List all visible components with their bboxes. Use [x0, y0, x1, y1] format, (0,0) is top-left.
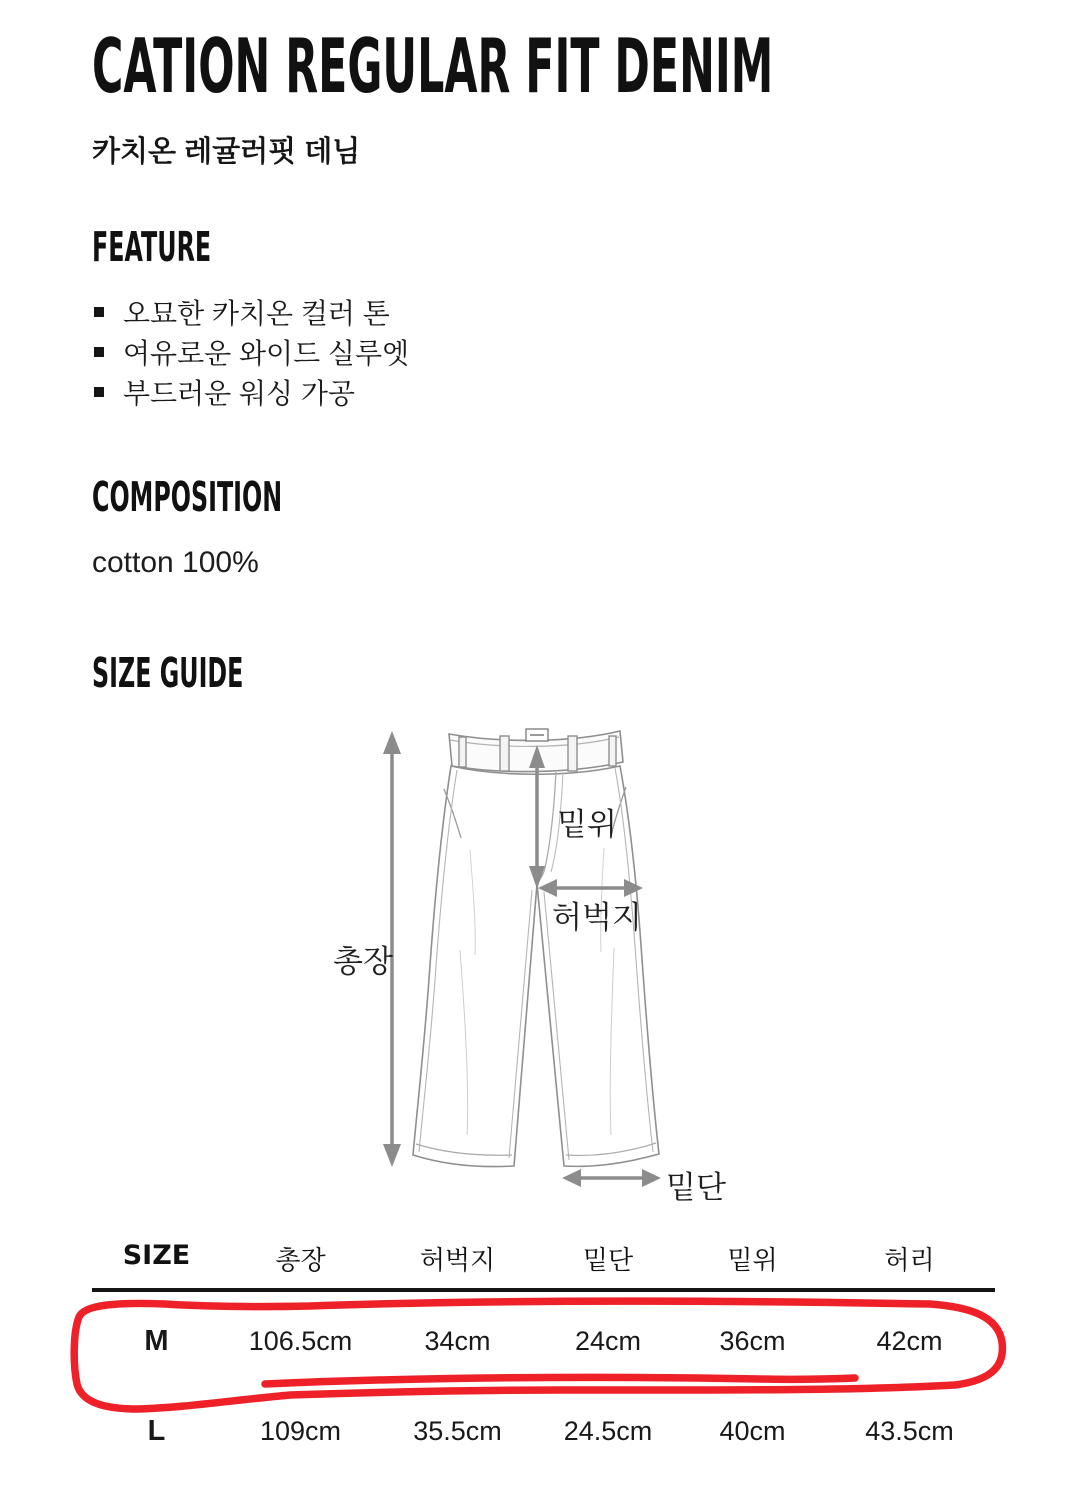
- feature-item-text: 오묘한 카치온 컬러 톤: [123, 298, 390, 329]
- diagram-label-rise: 밑위: [557, 807, 617, 842]
- column-header-waist: 허리: [884, 1245, 935, 1275]
- waistband-tag: [526, 729, 548, 741]
- table-row-size-m: [92, 1292, 995, 1390]
- list-item: [94, 372, 409, 412]
- size-table-header: [92, 1232, 995, 1292]
- cell-hem: 24.5cm: [563, 1415, 653, 1446]
- column-header-size: SIZE: [122, 1240, 191, 1271]
- cell-hem: 24cm: [574, 1325, 642, 1356]
- cell-rise: 40cm: [719, 1415, 786, 1446]
- size-guide-section-heading: SIZE GUIDE: [92, 649, 244, 697]
- diagram-label-total-length: 총장: [333, 944, 393, 979]
- feature-item-text: 부드러운 워싱 가공: [123, 378, 355, 409]
- cell-rise: 36cm: [719, 1325, 786, 1356]
- cell-total-length: 109cm: [259, 1415, 342, 1446]
- size-label: M: [144, 1324, 169, 1357]
- feature-item-text: 여유로운 와이드 실루엣: [123, 338, 410, 369]
- product-subtitle-korean: 카치온 레귤러핏 데님: [92, 136, 361, 168]
- cell-total-length: 106.5cm: [248, 1325, 353, 1356]
- diagram-label-hem: 밑단: [666, 1170, 726, 1205]
- table-row-size-l: [92, 1390, 995, 1472]
- hem-arrow: [562, 1169, 661, 1187]
- cell-waist: 43.5cm: [865, 1415, 954, 1446]
- feature-section-heading: FEATURE: [92, 223, 212, 271]
- diagram-label-thigh: 허벅지: [552, 900, 642, 935]
- cell-waist: 42cm: [876, 1325, 943, 1356]
- bullet-icon: [94, 307, 104, 317]
- composition-value: cotton 100%: [92, 546, 259, 579]
- column-header-total-length: 총장: [275, 1245, 326, 1275]
- cell-thigh: 34cm: [424, 1325, 491, 1356]
- page-title: CATION REGULAR FIT DENIM: [92, 22, 774, 110]
- composition-section-heading: COMPOSITION: [92, 473, 283, 521]
- column-header-hem: 밑단: [582, 1245, 634, 1275]
- bullet-icon: [94, 347, 104, 357]
- list-item: [94, 332, 409, 372]
- feature-list: [94, 292, 409, 412]
- bullet-icon: [94, 387, 104, 397]
- size-table: [92, 1232, 995, 1472]
- column-header-rise: 밑위: [727, 1245, 778, 1275]
- cell-thigh: 35.5cm: [413, 1415, 502, 1446]
- size-label: L: [147, 1414, 166, 1447]
- column-header-thigh: 허벅지: [419, 1245, 496, 1275]
- list-item: [94, 292, 409, 332]
